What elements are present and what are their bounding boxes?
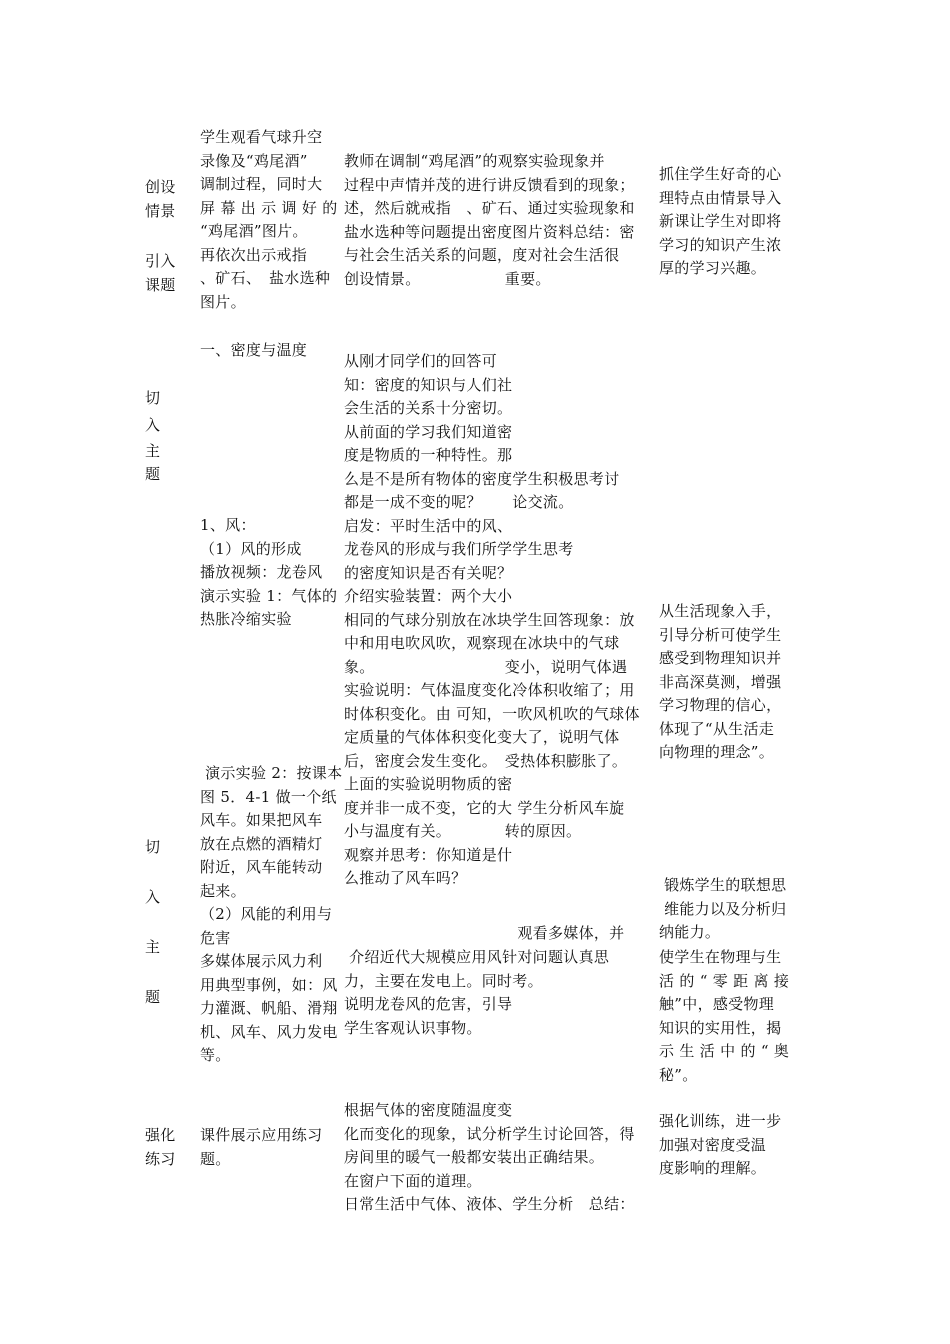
c3-b4-line: 说明龙卷风的危害，引导 (344, 995, 513, 1013)
c3-b2-line: 相同的气球分别放在冰块学生回答现象：放 (344, 610, 635, 629)
c3-b2-line: 启发：平时生活中的风、 (344, 516, 513, 535)
c4-b4-line: 使学生在物理与生 (659, 948, 782, 966)
c1-b6-line: 题 (145, 465, 161, 483)
c2-b4-line: 危害 (200, 928, 231, 947)
c3-b2-line: 后，密度会发生变化。 受热体积膨胀了。 (344, 751, 628, 770)
c3-b3 (344, 922, 624, 946)
c4-b2-line: 引导分析可使学生 (659, 625, 782, 644)
c2-b1 (200, 126, 338, 314)
c3-b2-line: 会生活的关系十分密切。 (344, 399, 513, 417)
c3-b5-line: 在窗户下面的道理。 (344, 1171, 482, 1190)
c2-b2-line: 一、密度与温度 (200, 341, 308, 359)
c4-b2-line: 非高深莫测，增强 (659, 672, 782, 691)
c1-b4-line: 入 (145, 416, 161, 434)
c1-b2-line: 课题 (145, 275, 176, 294)
c1-b6 (145, 463, 160, 487)
c2-b4-line: 多媒体展示风力利 (200, 952, 323, 970)
c3-b2-line: 知：密度的知识与人们社 (344, 375, 513, 394)
c2-b4 (200, 762, 342, 1068)
c3-b2-line: 从刚才同学们的回答可 (344, 352, 498, 370)
c1-b4 (145, 414, 160, 438)
c1-b7-line: 切 (145, 838, 161, 856)
c3-b2 (344, 350, 640, 891)
c2-b4-line: 风车。如果把风车 (200, 811, 323, 829)
c2-b5 (200, 1124, 322, 1171)
c3-b2-line: 象。 变小，说明气体遇 (344, 657, 628, 676)
c3-b1-line: 教师在调制“鸡尾酒”的观察实验现象并 (344, 152, 605, 170)
c4-b1-line: 新课让学生对即将 (659, 212, 782, 230)
c4-b2-line: 学习物理的信心， (659, 696, 782, 714)
c4-b2-line: 从生活现象入手， (659, 602, 782, 620)
c4-b5-line: 加强对密度受温 (659, 1135, 767, 1154)
c2-b3 (200, 514, 337, 632)
c3-b4 (344, 946, 609, 1040)
c2-b4-line: 放在点燃的酒精灯 (200, 834, 323, 853)
c3-b5 (344, 1099, 635, 1217)
c2-b5-line: 题。 (200, 1149, 231, 1168)
c1-b3-line: 切 (145, 389, 161, 407)
c3-b4-line: 介绍近代大规模应用风针对问题认真思 (344, 948, 610, 966)
c2-b4-line: （2）风能的利用与 (200, 905, 333, 923)
c4-b2-line: 体现了“从生活走 (659, 719, 775, 738)
c2-b1-line: 屏 幕 出 示 调 好 的 (200, 198, 338, 217)
c3-b2-line: 实验说明：气体温度变化冷体积收缩了；用 (344, 681, 635, 699)
c4-b5-line: 强化训练，进一步 (659, 1112, 782, 1130)
c3-b5-line: 化而变化的现象，试分析学生讨论回答，得 (344, 1124, 635, 1143)
c1-b11 (145, 1124, 176, 1171)
c1-b8-line: 入 (145, 888, 161, 906)
c4-b4 (659, 946, 789, 1087)
c3-b2-line: 介绍实验装置：两个大小 (344, 587, 513, 605)
c1-b1 (145, 176, 176, 223)
c1-b11-line: 强化 (145, 1126, 176, 1144)
c3-b3-line: 观看多媒体，并 (344, 924, 625, 942)
c3-b1-line: 与社会生活关系的问题，度对社会生活很 (344, 246, 620, 264)
c4-b1-line: 厚的学习兴趣。 (659, 259, 767, 277)
c3-b2-line: 上面的实验说明物质的密 (344, 775, 513, 793)
c4-b4-line: 知识的实用性，揭 (659, 1018, 782, 1037)
c2-b4-line: 演示实验 2：按课本 (200, 764, 343, 782)
c2-b3-line: （1）风的形成 (200, 539, 302, 558)
c2-b2 (200, 339, 307, 363)
c1-b10-line: 题 (145, 988, 161, 1006)
c3-b2-line: 定质量的气体体积变化变大了，说明气体 (344, 728, 620, 746)
c4-b2-line: 感受到物理知识并 (659, 649, 782, 667)
c2-b4-line: 起来。 (200, 881, 246, 900)
c1-b5-line: 主 (145, 442, 161, 460)
c3-b2-line: 观察并思考：你知道是什 (344, 845, 513, 864)
c3-b2-line: 从前面的学习我们知道密 (344, 422, 513, 441)
c4-b4-line: 示 生 活 中 的 “ 奥 (659, 1042, 790, 1060)
c1-b10 (145, 986, 160, 1010)
c4-b1-line: 抓住学生好奇的心 (659, 165, 782, 183)
c1-b8 (145, 886, 160, 910)
c2-b4-line: 图 5．4-1 做一个纸 (200, 787, 337, 806)
c4-b4-line: 触”中，感受物理 (659, 995, 775, 1013)
c4-b3-line: 锻炼学生的联想思 (659, 876, 787, 894)
c3-b1-line: 述，然后就戒指 、矿石、通过实验现象和 (344, 199, 635, 217)
c4-b2 (659, 600, 781, 765)
c1-b2 (145, 250, 176, 297)
c2-b4-line: 用典型事例，如：风 (200, 975, 338, 994)
c4-b4-line: 活 的 “ 零 距 离 接 (659, 971, 790, 990)
c4-b1-line: 理特点由情景导入 (659, 188, 782, 207)
c3-b2-line: 时体积变化。由 可知，一吹风机吹的气球体 (344, 704, 640, 723)
c1-b1-line: 情景 (145, 201, 176, 220)
c4-b5-line: 度影响的理解。 (659, 1159, 767, 1177)
c4-b3-line: 维能力以及分析归 (659, 899, 787, 918)
c3-b1-line: 创设情景。 重要。 (344, 269, 551, 288)
c3-b5-line: 根据气体的密度随温度变 (344, 1101, 513, 1119)
c4-b3-line: 纳能力。 (659, 923, 721, 941)
c2-b1-line: 学生观看气球升空 (200, 128, 323, 146)
c1-b1-line: 创设 (145, 178, 176, 196)
c3-b4-line: 力，主要在发电上。同时考。 (344, 971, 543, 990)
c2-b1-line: 图片。 (200, 292, 246, 311)
c2-b4-line: 力灌溉、帆船、滑翔 (200, 999, 338, 1017)
c3-b2-line: 龙卷风的形成与我们所学学生思考 (344, 540, 574, 558)
c4-b3 (659, 874, 786, 945)
c3-b2-line: 度并非一成不变，它的大 学生分析风车旋 (344, 798, 625, 817)
c4-b1-line: 学习的知识产生浓 (659, 235, 782, 254)
c1-b5 (145, 440, 160, 464)
c1-b2-line: 引入 (145, 252, 176, 270)
c2-b4-line: 机、风车、风力发电 (200, 1022, 338, 1041)
c3-b1-line: 过程中声情并茂的进行讲反馈看到的现象； (344, 175, 635, 194)
c3-b2-line: 度是物质的一种特性。那 (344, 446, 513, 464)
c3-b1 (344, 150, 635, 291)
c3-b2-line: 的密度知识是否有关呢？ (344, 563, 513, 582)
c3-b2-line: 么推动了风车吗？ (344, 869, 467, 887)
c2-b3-line: 演示实验 1：气体的 (200, 586, 338, 605)
c4-b5 (659, 1110, 781, 1181)
c3-b2-line: 小与温度有关。 转的原因。 (344, 822, 582, 840)
c3-b5-line: 房间里的暖气一般都安装出正确结果。 (344, 1148, 605, 1166)
c2-b1-line: 、矿石、 盐水选种 (200, 269, 331, 287)
c2-b5-line: 课件展示应用练习 (200, 1126, 323, 1144)
c4-b4-line: 秘”。 (659, 1065, 698, 1084)
c2-b1-line: “鸡尾酒”图片。 (200, 222, 308, 240)
c2-b1-line: 调制过程，同时大 (200, 175, 323, 193)
c2-b4-line: 附近，风车能转动 (200, 858, 323, 876)
c3-b1-line: 盐水选种等问题提出密度图片资料总结：密 (344, 222, 635, 241)
c1-b3 (145, 387, 160, 411)
c1-b7 (145, 836, 160, 860)
c3-b2-line: 中和用电吹风吹，观察现在冰块中的气球 (344, 634, 620, 652)
c2-b3-line: 热胀冷缩实验 (200, 610, 292, 628)
c3-b2-line: 都是一成不变的呢？ 论交流。 (344, 493, 574, 511)
c1-b9-line: 主 (145, 938, 161, 956)
c2-b3-line: 1、风： (200, 516, 256, 534)
c3-b2-line: 么是不是所有物体的密度学生积极思考讨 (344, 469, 620, 488)
c2-b3-line: 播放视频：龙卷风 (200, 563, 323, 581)
c2-b1-line: 录像及“鸡尾酒” (200, 151, 308, 170)
c3-b5-line: 日常生活中气体、液体、学生分析 总结： (344, 1195, 635, 1213)
c1-b11-line: 练习 (145, 1149, 176, 1168)
c2-b1-line: 再依次出示戒指 (200, 245, 308, 264)
c3-b4-line: 学生客观认识事物。 (344, 1018, 482, 1037)
c2-b4-line: 等。 (200, 1046, 231, 1064)
c4-b2-line: 向物理的理念”。 (659, 743, 775, 761)
c1-b9 (145, 936, 160, 960)
c4-b1 (659, 163, 781, 281)
